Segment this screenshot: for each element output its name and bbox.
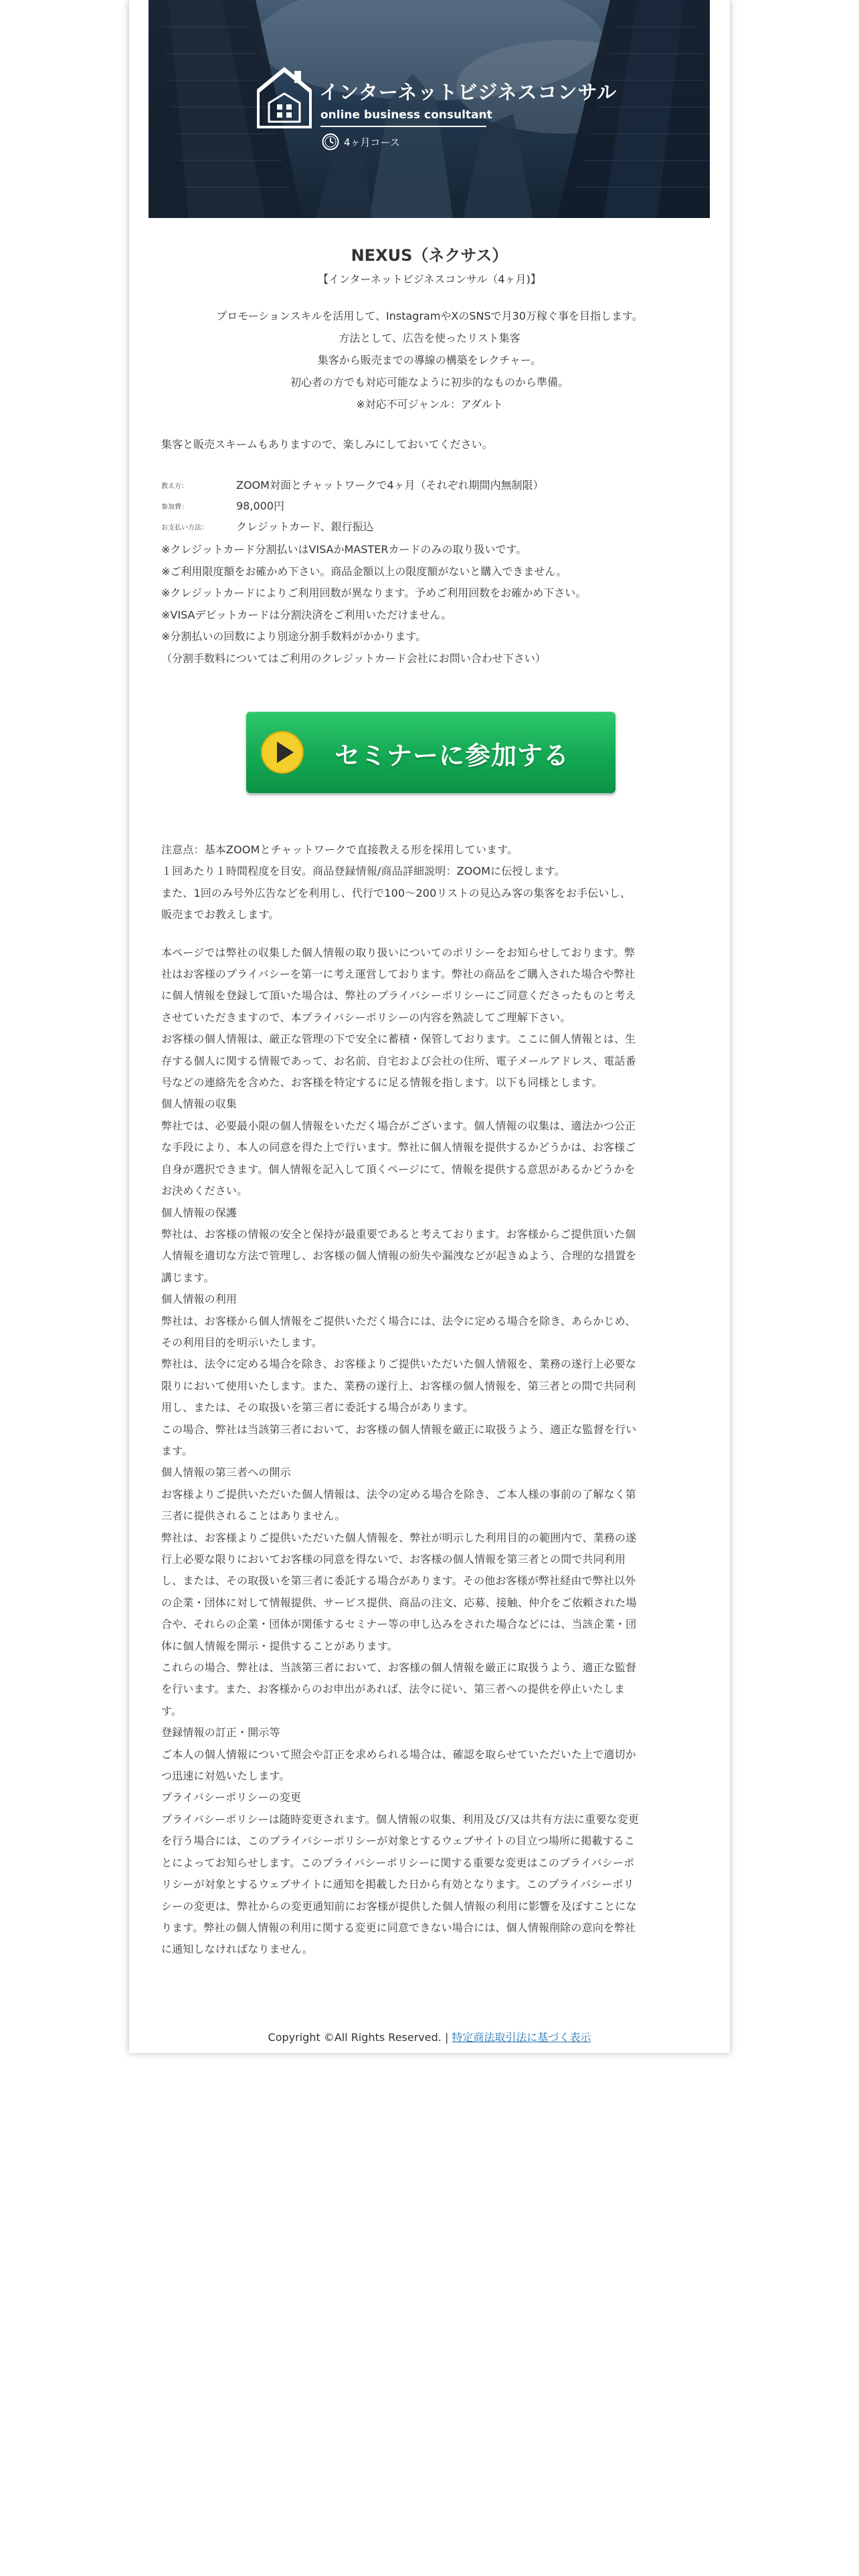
hero-banner <box>149 0 710 218</box>
hero-course: 4ヶ月コース <box>344 136 400 148</box>
policy-line: 弊社は、お客様の情報の安全と保持が最重要であると考えております。お客様からご提供頂いた個 <box>161 1227 636 1241</box>
policy-line: 個人情報の第三者への開示 <box>161 1466 291 1479</box>
policy-line: 合や、それらの企業・団体が関係するセミナー等の申し込みをされた場合などには、当該企業・団 <box>161 1618 637 1631</box>
policy-line: に通知しなければなりません。 <box>161 1943 314 1956</box>
policy-line: ます。 <box>161 1444 193 1457</box>
policy-line: 限りにおいて使用いたします。また、業務の遂行上、お客様の個人情報を、第三者との間で共同利 <box>161 1379 636 1392</box>
details-and-policy <box>161 839 639 1961</box>
intro-text <box>129 305 730 415</box>
payment-notes <box>161 539 586 669</box>
intro-line: ※対応不可ジャンル：アダルト <box>356 398 503 411</box>
policy-line: 号などの連絡先を含めた、お客様を特定するに足る情報を指します。以下も同様とします。 <box>161 1076 603 1089</box>
policy-line: 個人情報の保護 <box>161 1206 237 1219</box>
privacy-policy <box>161 942 639 1961</box>
policy-line: その利用目的を明示いたします。 <box>161 1335 322 1349</box>
policy-line: この場合、弊社は当該第三者において、お客様の個人情報を厳正に取扱うよう、適正な監督を行い <box>161 1422 637 1436</box>
play-icon <box>260 730 304 774</box>
product-name: NEXUS（ネクサス） <box>351 246 508 265</box>
note-line: ※分割払いの回数により別途分割手数料がかかります。 <box>161 630 427 643</box>
house-icon <box>256 66 313 131</box>
policy-line: シーの変更は、弊社からの変更通知前にお客様が提供した個人情報の利用に影響を及ぼすことにな <box>161 1899 637 1913</box>
intro-line: 集客から販売までの導線の構築をレクチャー。 <box>317 354 542 366</box>
spec-value: クレジットカード、銀行振込 <box>236 520 374 533</box>
join-seminar-button[interactable] <box>246 712 615 793</box>
policy-line: を行います。また、お客様からのお申出があれば、法令に従い、第三者への提供を停止いたしま <box>161 1683 626 1696</box>
policy-line: を行う場合には、このプライバシーポリシーが対象とするウェブサイトの目立つ場所に掲載するこ <box>161 1834 636 1848</box>
policy-line: ります。弊社の個人情報の利用に関する変更に同意できない場合には、個人情報削除の意向を弊社 <box>161 1921 636 1934</box>
note-line: ※クレジットカード分割払いはVISAかMASTERカードのみの取り扱いです。 <box>161 543 527 556</box>
policy-line: 社はお客様のプライバシーを第一に考え運営しております。弊社の商品をご購入された場合や弊社 <box>161 968 636 981</box>
policy-line: 行上必要な限りにおいてお客様の同意を得ないで、お客様の個人情報を第三者との間で共同利用 <box>161 1553 626 1566</box>
details-line: 販売までお教えします。 <box>161 908 280 922</box>
note-line: ※ご利用限度額をお確かめ下さい。商品金額以上の限度額がないと購入できません。 <box>161 564 567 578</box>
policy-line: 体に個人情報を開示・提供することがあります。 <box>161 1639 399 1652</box>
policy-line: 個人情報の利用 <box>161 1293 237 1306</box>
hero-brand <box>256 66 617 159</box>
footer <box>129 2029 730 2044</box>
policy-line: 弊社は、お客様から個人情報をご提供いただく場合には、法令に定める場合を除き、あらかじめ、 <box>161 1314 636 1327</box>
join-seminar-label: セミナーに参加する <box>335 741 570 770</box>
clock-icon <box>321 132 340 151</box>
note-line: （分割手数料についてはご利用のクレジットカード会社にお問い合わせ下さい） <box>161 651 546 665</box>
policy-line: 講じます。 <box>161 1271 215 1284</box>
hero-divider <box>320 126 486 127</box>
policy-line: 弊社は、法令に定める場合を除き、お客様よりご提供いただいた個人情報を、業務の遂行上必要な <box>161 1358 636 1371</box>
policy-line: の企業・団体に対して情報提供、サービス提供、商品の注文、応募、接触、仲介をご依頼された場 <box>161 1596 637 1609</box>
policy-line: 存する個人に関する情報であって、お名前、自宅および会社の住所、電子メールアドレス、電話番 <box>161 1054 636 1067</box>
policy-line: 用し、または、その取扱いを第三者に委託する場合があります。 <box>161 1401 474 1414</box>
note-line: ※VISAデビットカードは分割決済をご利用いただけません。 <box>161 608 452 621</box>
policy-line: お客様よりご提供いただいた個人情報は、法令の定める場合を除き、ご本人様の事前の了解なく第 <box>161 1487 636 1501</box>
spec-value: ZOOM対面とチャットワークで4ヶ月（それぞれ期間内無制限） <box>236 479 544 492</box>
policy-line: プライバシーポリシーの変更 <box>161 1791 302 1804</box>
policy-line: 登録情報の訂正・開示等 <box>161 1726 280 1739</box>
intro-line: 初心者の方でも対応可能なように初歩的なものから準備。 <box>290 376 569 389</box>
hero-title: インターネットビジネスコンサル <box>319 81 617 104</box>
policy-line: 個人情報の収集 <box>161 1097 237 1111</box>
policy-line: 三者に提供されることはありません。 <box>161 1509 346 1523</box>
policy-line: リシーが対象とするウェブサイトに通知を掲載した日から有効となります。このプライバシーポリ <box>161 1878 634 1891</box>
spec-label: お支払い方法： <box>161 524 208 532</box>
policy-line: つ迅速に対処いたします。 <box>161 1769 290 1783</box>
details-line: 注意点：基本ZOOMとチャットワークで直接教える形を採用しています。 <box>161 843 518 856</box>
policy-line: す。 <box>161 1704 183 1717</box>
footer-separator: | <box>444 2031 449 2044</box>
policy-line: お決めください。 <box>161 1184 248 1198</box>
page-container <box>129 0 730 2053</box>
scheme-note: 集客と販売スキームもありますので、楽しみにしておいてください。 <box>161 438 493 451</box>
policy-line: な手段により、本人の同意を得た上で行います。弊社に個人情報を提供するかどうかは、お客様ご <box>161 1141 636 1154</box>
policy-line: 自身が選択できます。個人情報を記入して頂くページにて、情報を提供する意思があるかどうかを <box>161 1162 636 1176</box>
spec-label: 参加費： <box>161 504 188 511</box>
policy-line: し、または、その取扱いを第三者に委託する場合があります。その他お客様が弊社経由で弊社以外 <box>161 1574 636 1588</box>
policy-line: 本ページでは弊社の収集した個人情報の取り扱いについてのポリシーをお知らせしております。弊 <box>161 946 636 959</box>
policy-line: お客様の個人情報は、厳正な管理の下で安全に蓄積・保管しております。ここに個人情報とは、生 <box>161 1033 636 1046</box>
commercial-law-link[interactable]: 特定商法取引法に基づく表示 <box>452 2031 591 2044</box>
policy-line: させていただきますので、本プライバシーポリシーの内容を熟読してご理解下さい。 <box>161 1010 571 1024</box>
policy-line: 人情報を適切な方法で管理し、お客様の個人情報の紛失や漏洩などが起きぬよう、合理的な措置を <box>161 1249 637 1263</box>
policy-line: に個人情報を登録して頂いた場合は、弊社のプライバシーポリシーにご同意くださったものと考え <box>161 989 636 1002</box>
hero-subtitle: online business consultant <box>320 108 492 122</box>
details-line: １回あたり１時間程度を目安。商品登録情報/商品詳細説明：ZOOMに伝授します。 <box>161 865 565 878</box>
spec-value: 98,000円 <box>236 500 284 512</box>
intro-line: 方法として、広告を使ったリスト集客 <box>339 332 520 344</box>
intro-line: プロモーションスキルを活用して、InstagramやXのSNSで月30万稼ぐ事を目指します。 <box>216 310 643 322</box>
policy-line: とによってお知らせします。このプライバシーポリシーに関する重要な変更はこのプライバシーポ <box>161 1856 635 1869</box>
policy-line: ご本人の個人情報について照会や訂正を求められる場合は、確認を取らせていただいた上で適切か <box>161 1747 636 1761</box>
policy-line: これらの場合、弊社は、当該第三者において、お客様の個人情報を厳正に取扱うよう、適正な監督 <box>161 1661 637 1675</box>
copyright-text: Copyright ©All Rights Reserved. <box>268 2031 442 2044</box>
spec-label: 教え方： <box>161 483 188 490</box>
note-line: ※クレジットカードによりご利用回数が異なります。予めご利用回数をお確かめ下さい。 <box>161 586 587 599</box>
policy-line: プライバシーポリシーは随時変更されます。個人情報の収集、利用及び/又は共有方法に重要な変更 <box>161 1812 640 1826</box>
product-subtitle: 【インターネットビジネスコンサル（4ヶ月)】 <box>318 273 541 286</box>
policy-line: 弊社では、必要最小限の個人情報をいただく場合がございます。個人情報の収集は、適法かつ公正 <box>161 1119 636 1132</box>
policy-line: 弊社は、お客様よりご提供いただいた個人情報を、弊社が明示した利用目的の範囲内で、業務の遂 <box>161 1531 637 1544</box>
details-line: また、1回のみ号外広告などを利用し、代行で100〜200リストの見込み客の集客をお手伝いし、 <box>161 886 631 899</box>
